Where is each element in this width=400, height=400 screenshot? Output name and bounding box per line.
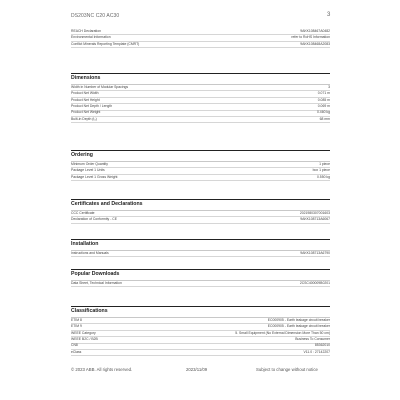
section-title: Installation — [71, 239, 330, 250]
document-title: DS203NC C20 AC30 — [71, 13, 120, 19]
row-label: CN8 — [71, 343, 78, 348]
row-label: ETIM 9 — [71, 324, 82, 329]
footer-notice: Subject to change without notice — [256, 367, 318, 372]
row-value: 85362010 — [314, 343, 330, 348]
row-label: REACH Declaration — [71, 28, 101, 33]
row-value: EC000905 - Earth leakage circuit breaker — [267, 324, 330, 329]
row-value[interactable]: 2021980307001603 — [299, 210, 330, 215]
row-label: Instructions and Manuals — [71, 250, 109, 255]
section-title: Popular Downloads — [71, 269, 330, 280]
footer-date: 2023/11/09 — [186, 367, 208, 372]
table-row — [71, 42, 330, 48]
row-value: Business To Consumer — [295, 336, 330, 341]
row-value: box 1 piece — [312, 168, 330, 173]
row-value: 0.071 m — [317, 91, 330, 96]
row-label: Conflict Minerals Reporting Template (CMRT) — [71, 41, 140, 46]
row-label: Product Net Depth / Length — [71, 103, 113, 108]
row-label: eClass — [71, 349, 82, 354]
row-value: 0.460 kg — [316, 110, 330, 115]
row-value: 0.085 m — [317, 97, 330, 102]
row-value[interactable]: 9AKK108713A6067 — [300, 217, 330, 222]
row-label: Minimum Order Quantity — [71, 161, 108, 166]
table-row — [71, 350, 330, 356]
row-value: 1 piece — [319, 161, 330, 166]
section-title: Classifications — [71, 306, 330, 317]
section-title: Dimensions — [71, 73, 330, 84]
row-value: 0.550 kg — [316, 174, 330, 179]
footer-copyright: © 2023 ABB. All rights reserved. — [71, 367, 133, 372]
table-row — [71, 217, 330, 223]
page-number: 3 — [327, 12, 331, 18]
section-ordering — [71, 150, 330, 181]
row-label: Width in Number of Modular Spacings — [71, 84, 129, 89]
row-label: Package Level 1 Gross Weight — [71, 174, 118, 179]
row-value: EC000905 - Earth leakage circuit breaker — [267, 317, 330, 322]
row-label: Product Net Width — [71, 91, 99, 96]
row-label: Package Level 1 Units — [71, 168, 105, 173]
row-label: Environmental Information — [71, 35, 111, 40]
row-value: 5. Small Equipment (No External Dimension More Than 50 cm) — [235, 330, 330, 335]
row-value: V11.0 : 27142207 — [303, 349, 330, 354]
section-installation — [71, 239, 330, 257]
section-title: Certificates and Declarations — [71, 199, 330, 210]
row-label: CCC Certificate — [71, 210, 95, 215]
row-label: WEEE B2C / B2B — [71, 336, 98, 341]
table-row — [71, 281, 330, 287]
top-rows — [71, 29, 330, 48]
section-title: Ordering — [71, 150, 330, 161]
row-value[interactable]: 9AKK108713A6790 — [300, 250, 330, 255]
row-label: Data Sheet, Technical Information — [71, 280, 122, 285]
section-certificates — [71, 199, 330, 224]
row-value[interactable]: 9AKK108467A0482 — [300, 28, 330, 33]
table-row — [71, 251, 330, 257]
row-label: WEEE Category — [71, 330, 96, 335]
section-dimensions — [71, 73, 330, 123]
row-label: Product Net Weight — [71, 110, 101, 115]
row-label: Built-in Depth (t₂) — [71, 116, 97, 121]
row-value: 0.069 m — [317, 103, 330, 108]
row-value[interactable]: 9AKK108468A2083 — [300, 41, 330, 46]
row-label: ETIM 8 — [71, 317, 82, 322]
row-value: 68 mm — [319, 116, 330, 121]
section-downloads — [71, 269, 330, 287]
table-row — [71, 117, 330, 123]
row-label: Declaration of Conformity - CE — [71, 217, 117, 222]
row-label: Product Net Height — [71, 97, 100, 102]
section-classifications — [71, 306, 330, 356]
table-row — [71, 175, 330, 181]
row-value[interactable]: 2CSC400009B0201 — [299, 280, 330, 285]
row-value: 3 — [328, 84, 330, 89]
row-value: refer to RoHS Information — [291, 35, 330, 40]
